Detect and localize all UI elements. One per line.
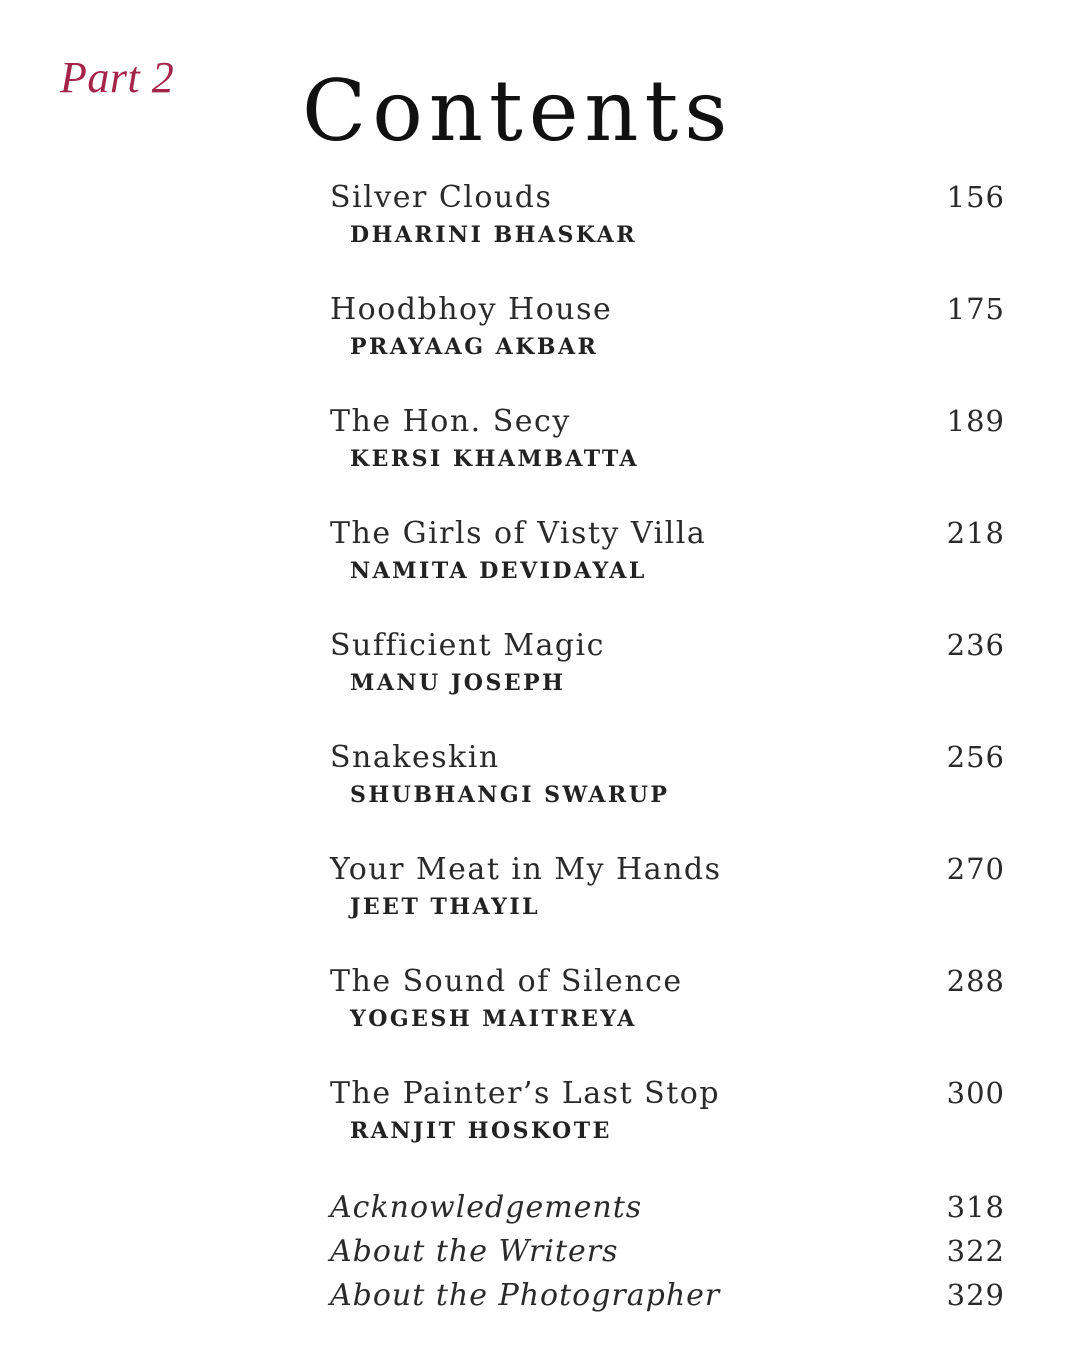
back-matter-page-number: 329 bbox=[946, 1278, 1005, 1312]
contents-entry[interactable] bbox=[330, 404, 1005, 494]
contents-entry[interactable] bbox=[330, 292, 1005, 382]
back-matter-page-number: 318 bbox=[946, 1190, 1005, 1224]
back-matter-title: About the Writers bbox=[330, 1234, 619, 1269]
entry-author: JEET THAYIL bbox=[350, 894, 541, 920]
entry-page-number: 189 bbox=[946, 404, 1005, 438]
entry-author: RANJIT HOSKOTE bbox=[350, 1118, 612, 1144]
entry-title: The Hon. Secy bbox=[330, 404, 571, 439]
entry-title: The Sound of Silence bbox=[330, 964, 683, 999]
entry-page-number: 270 bbox=[946, 852, 1005, 886]
contents-entry[interactable] bbox=[330, 740, 1005, 830]
entry-author: KERSI KHAMBATTA bbox=[350, 446, 640, 472]
back-matter-entry[interactable] bbox=[330, 1278, 1005, 1318]
entry-page-number: 218 bbox=[946, 516, 1005, 550]
entry-title: Snakeskin bbox=[330, 740, 500, 775]
page-title: Contents bbox=[302, 62, 734, 160]
entry-page-number: 156 bbox=[946, 180, 1005, 214]
entry-author: MANU JOSEPH bbox=[350, 670, 566, 696]
contents-entry[interactable] bbox=[330, 852, 1005, 942]
entry-title: Silver Clouds bbox=[330, 180, 553, 215]
part-label: Part 2 bbox=[60, 53, 175, 102]
entry-page-number: 300 bbox=[946, 1076, 1005, 1110]
back-matter-entry[interactable] bbox=[330, 1234, 1005, 1274]
back-matter-title: Acknowledgements bbox=[330, 1190, 643, 1225]
contents-entry[interactable] bbox=[330, 964, 1005, 1054]
entry-author: YOGESH MAITREYA bbox=[350, 1006, 637, 1032]
contents-entry[interactable] bbox=[330, 1076, 1005, 1166]
entry-page-number: 175 bbox=[946, 292, 1005, 326]
entry-page-number: 256 bbox=[946, 740, 1005, 774]
entry-author: DHARINI BHASKAR bbox=[350, 222, 637, 248]
entry-page-number: 236 bbox=[946, 628, 1005, 662]
back-matter-page-number: 322 bbox=[946, 1234, 1005, 1268]
contents-entry[interactable] bbox=[330, 516, 1005, 606]
contents-entry[interactable] bbox=[330, 628, 1005, 718]
entry-author: PRAYAAG AKBAR bbox=[350, 334, 599, 360]
contents-entry[interactable] bbox=[330, 180, 1005, 270]
entry-title: Your Meat in My Hands bbox=[330, 852, 722, 887]
entry-title: The Girls of Visty Villa bbox=[330, 516, 707, 551]
entry-author: SHUBHANGI SWARUP bbox=[350, 782, 670, 808]
entry-title: Sufficient Magic bbox=[330, 628, 605, 663]
back-matter-entry[interactable] bbox=[330, 1190, 1005, 1230]
entry-title: Hoodbhoy House bbox=[330, 292, 613, 327]
entry-author: NAMITA DEVIDAYAL bbox=[350, 558, 647, 584]
entry-title: The Painter’s Last Stop bbox=[330, 1076, 721, 1111]
back-matter-title: About the Photographer bbox=[330, 1278, 721, 1313]
entry-page-number: 288 bbox=[946, 964, 1005, 998]
